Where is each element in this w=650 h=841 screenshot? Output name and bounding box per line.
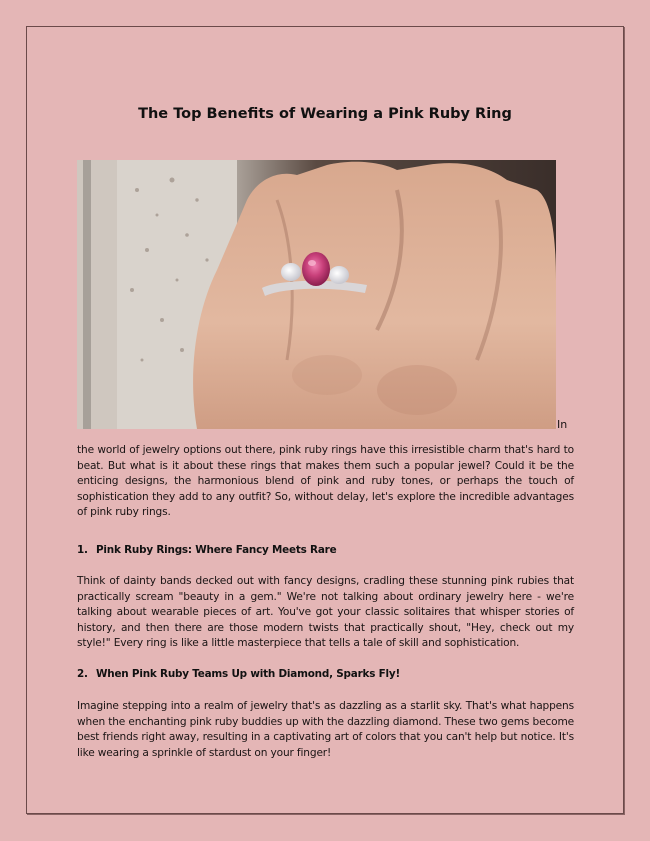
section-heading-text: When Pink Ruby Teams Up with Diamond, Sparks Fly!: [96, 668, 400, 680]
section-number: 2.: [77, 668, 88, 680]
hero-image: [77, 160, 556, 429]
section-number: 1.: [77, 544, 88, 556]
intro-paragraph: the world of jewelry options out there, pink ruby rings have this irresistible charm that's hard to beat. But what is it about these rings that makes them such a popular jewel? Could it be the enticing designs, the harmonious blend of pink and ruby tones, or perhaps the touch of sophistication they add to any outfit? So, without delay, let's explore the incredible advantages of pink ruby rings.: [77, 444, 574, 519]
intro-lead-word: In: [557, 418, 568, 431]
section-body-2: Imagine stepping into a realm of jewelry that's as dazzling as a starlit sky. That's what happens when the enchanting pink ruby buddies up with the dazzling diamond. These two gems become best friends right away, resulting in a captivating art of colors that you can't help but notice. It's like wearing a sprinkle of stardust on your finger!: [77, 700, 574, 759]
section-heading-text: Pink Ruby Rings: Where Fancy Meets Rare: [96, 544, 337, 556]
section-heading-2: [77, 668, 400, 680]
section-heading-1: [77, 544, 336, 556]
section-body-1: Think of dainty bands decked out with fancy designs, cradling these stunning pink rubies that practically scream "beauty in a gem." We're not talking about ordinary jewelry here - we're talking about wearable pieces of art. You've got your classic solitaires that whisper stories of history, and then there are those modern twists that practically shout, "Hey, check out my style!" Every ring is like a little masterpiece that tells a tale of skill and sophistication.: [77, 575, 574, 650]
document-title: The Top Benefits of Wearing a Pink Ruby Ring: [138, 106, 512, 122]
